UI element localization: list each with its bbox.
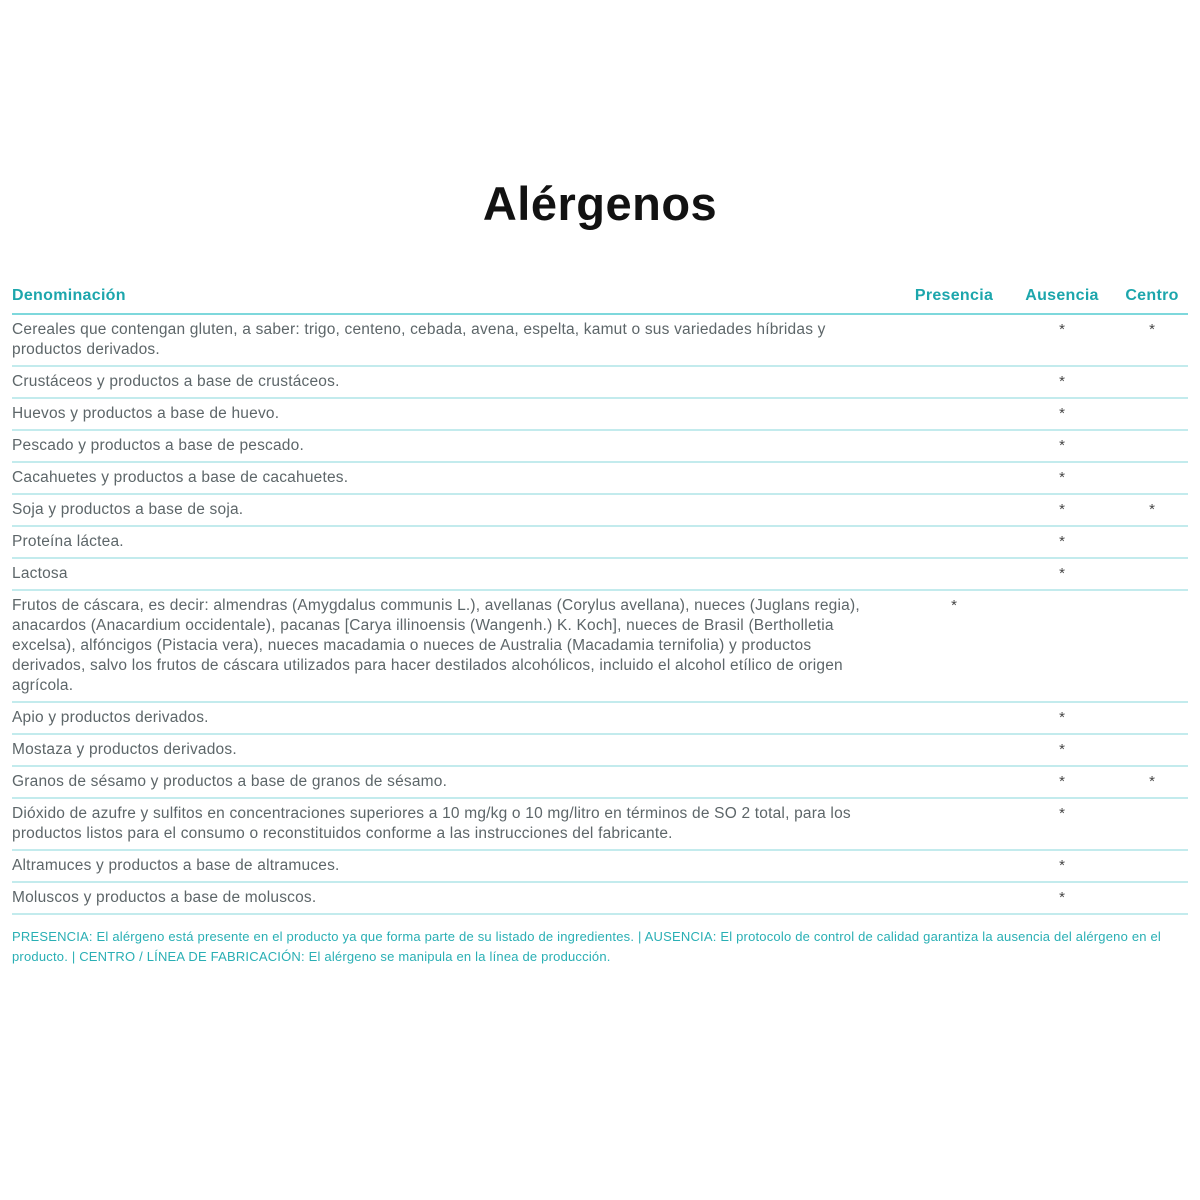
table-row bbox=[12, 494, 1188, 526]
column-header-denominacion: Denominación bbox=[12, 287, 900, 314]
centro-mark bbox=[1116, 590, 1188, 702]
centro-mark bbox=[1116, 850, 1188, 882]
centro-mark: * bbox=[1116, 766, 1188, 798]
presencia-mark bbox=[900, 314, 1008, 366]
centro-mark bbox=[1116, 430, 1188, 462]
column-header-presencia: Presencia bbox=[900, 287, 1008, 314]
presencia-mark bbox=[900, 558, 1008, 590]
table-row bbox=[12, 850, 1188, 882]
centro-mark bbox=[1116, 558, 1188, 590]
allergen-name: Crustáceos y productos a base de crustáceos. bbox=[12, 366, 900, 398]
ausencia-mark: * bbox=[1008, 702, 1116, 734]
centro-mark: * bbox=[1116, 314, 1188, 366]
allergen-name: Granos de sésamo y productos a base de granos de sésamo. bbox=[12, 766, 900, 798]
allergen-name: Cereales que contengan gluten, a saber: trigo, centeno, cebada, avena, espelta, kamut o sus variedades híbridas y productos derivados. bbox=[12, 314, 900, 366]
ausencia-mark: * bbox=[1008, 850, 1116, 882]
allergen-name: Altramuces y productos a base de altramuces. bbox=[12, 850, 900, 882]
table-row bbox=[12, 398, 1188, 430]
ausencia-mark bbox=[1008, 590, 1116, 702]
presencia-mark bbox=[900, 430, 1008, 462]
presencia-mark bbox=[900, 766, 1008, 798]
allergen-name: Huevos y productos a base de huevo. bbox=[12, 398, 900, 430]
allergen-name: Apio y productos derivados. bbox=[12, 702, 900, 734]
ausencia-mark: * bbox=[1008, 558, 1116, 590]
allergen-table-container bbox=[12, 287, 1188, 915]
ausencia-mark: * bbox=[1008, 462, 1116, 494]
ausencia-mark: * bbox=[1008, 398, 1116, 430]
centro-mark bbox=[1116, 526, 1188, 558]
table-header-row bbox=[12, 287, 1188, 314]
ausencia-mark: * bbox=[1008, 494, 1116, 526]
ausencia-mark: * bbox=[1008, 798, 1116, 850]
table-row bbox=[12, 462, 1188, 494]
presencia-mark: * bbox=[900, 590, 1008, 702]
table-row bbox=[12, 558, 1188, 590]
legend-text: PRESENCIA: El alérgeno está presente en el producto ya que forma parte de su listado de ingredientes. | AUSENCIA: El protocolo de control de calidad garantiza la ausencia del alérgeno en el producto. | CENTRO / LÍNEA DE FABRICACIÓN: El alérgeno se manipula en la línea de producción. bbox=[12, 929, 1162, 965]
ausencia-mark: * bbox=[1008, 430, 1116, 462]
table-row bbox=[12, 590, 1188, 702]
table-row bbox=[12, 314, 1188, 366]
presencia-mark bbox=[900, 882, 1008, 914]
table-row bbox=[12, 766, 1188, 798]
column-header-ausencia: Ausencia bbox=[1008, 287, 1116, 314]
allergen-name: Proteína láctea. bbox=[12, 526, 900, 558]
presencia-mark bbox=[900, 850, 1008, 882]
centro-mark: * bbox=[1116, 494, 1188, 526]
column-header-centro: Centro bbox=[1116, 287, 1188, 314]
presencia-mark bbox=[900, 494, 1008, 526]
table-row bbox=[12, 702, 1188, 734]
presencia-mark bbox=[900, 462, 1008, 494]
allergen-name: Dióxido de azufre y sulfitos en concentraciones superiores a 10 mg/kg o 10 mg/litro en términos de SO 2 total, para los productos listos para el consumo o reconstituidos conforme a las instrucciones del fabricante. bbox=[12, 798, 900, 850]
presencia-mark bbox=[900, 366, 1008, 398]
table-row bbox=[12, 366, 1188, 398]
presencia-mark bbox=[900, 734, 1008, 766]
allergen-name: Mostaza y productos derivados. bbox=[12, 734, 900, 766]
centro-mark bbox=[1116, 702, 1188, 734]
allergen-name: Lactosa bbox=[12, 558, 900, 590]
table-row bbox=[12, 882, 1188, 914]
page-title: Alérgenos bbox=[482, 177, 718, 230]
centro-mark bbox=[1116, 366, 1188, 398]
ausencia-mark: * bbox=[1008, 882, 1116, 914]
allergen-name: Cacahuetes y productos a base de cacahuetes. bbox=[12, 462, 900, 494]
allergen-table bbox=[12, 287, 1188, 915]
ausencia-mark: * bbox=[1008, 526, 1116, 558]
presencia-mark bbox=[900, 702, 1008, 734]
centro-mark bbox=[1116, 462, 1188, 494]
ausencia-mark: * bbox=[1008, 366, 1116, 398]
table-row bbox=[12, 430, 1188, 462]
ausencia-mark: * bbox=[1008, 314, 1116, 366]
centro-mark bbox=[1116, 798, 1188, 850]
presencia-mark bbox=[900, 398, 1008, 430]
presencia-mark bbox=[900, 798, 1008, 850]
centro-mark bbox=[1116, 734, 1188, 766]
table-row bbox=[12, 526, 1188, 558]
presencia-mark bbox=[900, 526, 1008, 558]
allergen-name: Frutos de cáscara, es decir: almendras (Amygdalus communis L.), avellanas (Corylus avellana), nueces (Juglans regia), anacardos (Anacardium occidentale), pacanas [Carya illinoensis (Wangenh.) K. Koch], nueces de Brasil (Bertholletia excelsa), alfóncigos (Pistacia vera), nueces macadamia o nueces de Australia (Macadamia ternifolia) y productos derivados, salvo los frutos de cáscara utilizados para hacer destilados alcohólicos, incluido el alcohol etílico de origen agrícola. bbox=[12, 590, 900, 702]
table-row bbox=[12, 734, 1188, 766]
table-row bbox=[12, 798, 1188, 850]
allergen-name: Soja y productos a base de soja. bbox=[12, 494, 900, 526]
centro-mark bbox=[1116, 398, 1188, 430]
allergen-name: Moluscos y productos a base de moluscos. bbox=[12, 882, 900, 914]
ausencia-mark: * bbox=[1008, 734, 1116, 766]
allergen-name: Pescado y productos a base de pescado. bbox=[12, 430, 900, 462]
centro-mark bbox=[1116, 882, 1188, 914]
ausencia-mark: * bbox=[1008, 766, 1116, 798]
